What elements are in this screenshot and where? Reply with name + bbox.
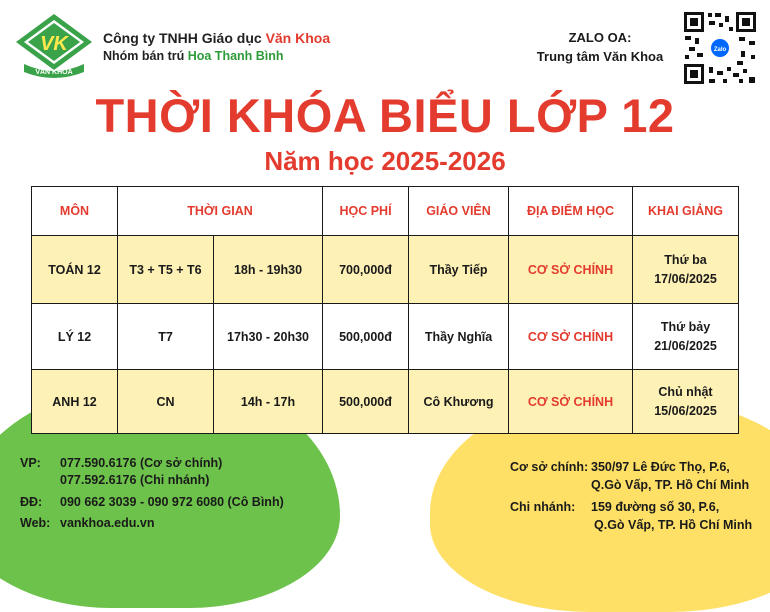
cell-days: CN (118, 370, 214, 434)
zalo-name: Trung tâm Văn Khoa (536, 49, 664, 64)
table-header-row (32, 187, 739, 236)
header-fee: HỌC PHÍ (323, 187, 409, 236)
cell-time: 17h30 - 20h30 (214, 304, 323, 370)
logo-text: VK (40, 33, 68, 55)
cell-start (633, 304, 739, 370)
cell-fee: 500,000đ (323, 304, 409, 370)
qr-code-icon[interactable] (683, 11, 757, 85)
cell-teacher: Cô Khương (409, 370, 509, 434)
cell-fee: 700,000đ (323, 236, 409, 304)
contact-dd-phone[interactable]: 090 662 3039 - 090 972 6080 (Cô Bình) (60, 495, 284, 509)
cell-time: 18h - 19h30 (214, 236, 323, 304)
cell-teacher: Thầy Tiếp (409, 236, 509, 304)
start-day: Chủ nhật (658, 384, 713, 399)
company-brand: Văn Khoa (265, 30, 331, 46)
cell-location: CƠ SỞ CHÍNH (509, 370, 633, 434)
table-row (32, 304, 739, 370)
address-branch-line2: Q.Gò Vấp, TP. Hồ Chí Minh (594, 518, 753, 532)
start-date: 21/06/2025 (654, 338, 717, 353)
start-date: 17/06/2025 (654, 271, 717, 286)
cell-start (633, 236, 739, 304)
header-location: ĐỊA ĐIỂM HỌC (509, 187, 633, 236)
contact-vp-phone-main[interactable]: 077.590.6176 (Cơ sở chính) (60, 456, 223, 470)
header-teacher: GIÁO VIÊN (409, 187, 509, 236)
company-prefix: Công ty TNHH Giáo dục (103, 30, 266, 46)
qr-center-label: Zalo (713, 47, 727, 53)
group-brand: Hoa Thanh Bình (187, 49, 284, 63)
cell-fee: 500,000đ (323, 370, 409, 434)
contact-dd-label: ĐĐ: (20, 495, 43, 509)
address-main-line2: Q.Gò Vấp, TP. Hồ Chí Minh (591, 478, 750, 492)
schedule-table (31, 186, 739, 434)
contact-vp (20, 456, 222, 470)
table-row (32, 236, 739, 304)
cell-location: CƠ SỞ CHÍNH (509, 304, 633, 370)
start-day: Thứ bảy (660, 319, 711, 334)
address-branch-line1: 159 đường số 30, P.6, (591, 500, 720, 514)
cell-days: T7 (118, 304, 214, 370)
contact-web (20, 516, 154, 530)
contact-vp-phone-branch[interactable]: 077.592.6176 (Chi nhánh) (60, 473, 210, 487)
zalo-label: ZALO OA: (568, 30, 632, 45)
contact-vp-label: VP: (20, 456, 41, 470)
cell-start (633, 370, 739, 434)
start-date: 15/06/2025 (654, 403, 717, 418)
company-name (103, 30, 330, 46)
contact-vp-branch (60, 473, 209, 487)
cell-subject: LÝ 12 (32, 304, 118, 370)
cell-teacher: Thầy Nghĩa (409, 304, 509, 370)
table-row (32, 370, 739, 434)
page-subtitle: Năm học 2025-2026 (264, 146, 506, 176)
cell-time: 14h - 17h (214, 370, 323, 434)
cell-subject: ANH 12 (32, 370, 118, 434)
header-time: THỜI GIAN (118, 187, 323, 236)
header-subject: MÔN (32, 187, 118, 236)
address-main-label: Cơ sở chính: (510, 460, 589, 474)
cell-days: T3 + T5 + T6 (118, 236, 214, 304)
group-prefix: Nhóm bán trú (103, 49, 188, 63)
van-khoa-logo (14, 12, 94, 82)
address-main-line1: 350/97 Lê Đức Thọ, P.6, (591, 460, 730, 474)
header-start: KHAI GIẢNG (633, 187, 739, 236)
cell-subject: TOÁN 12 (32, 236, 118, 304)
address-branch-label: Chi nhánh: (510, 500, 576, 514)
page-title: THỜI KHÓA BIỂU LỚP 12 (95, 89, 675, 142)
contact-dd (20, 495, 284, 509)
group-name (103, 49, 284, 63)
zalo-info (520, 28, 680, 66)
contact-web-label: Web: (20, 516, 51, 530)
contact-web-link[interactable]: vankhoa.edu.vn (60, 516, 155, 530)
logo-ribbon-text: VĂN KHOA (35, 69, 73, 76)
cell-location: CƠ SỞ CHÍNH (509, 236, 633, 304)
start-day: Thứ ba (664, 252, 707, 267)
